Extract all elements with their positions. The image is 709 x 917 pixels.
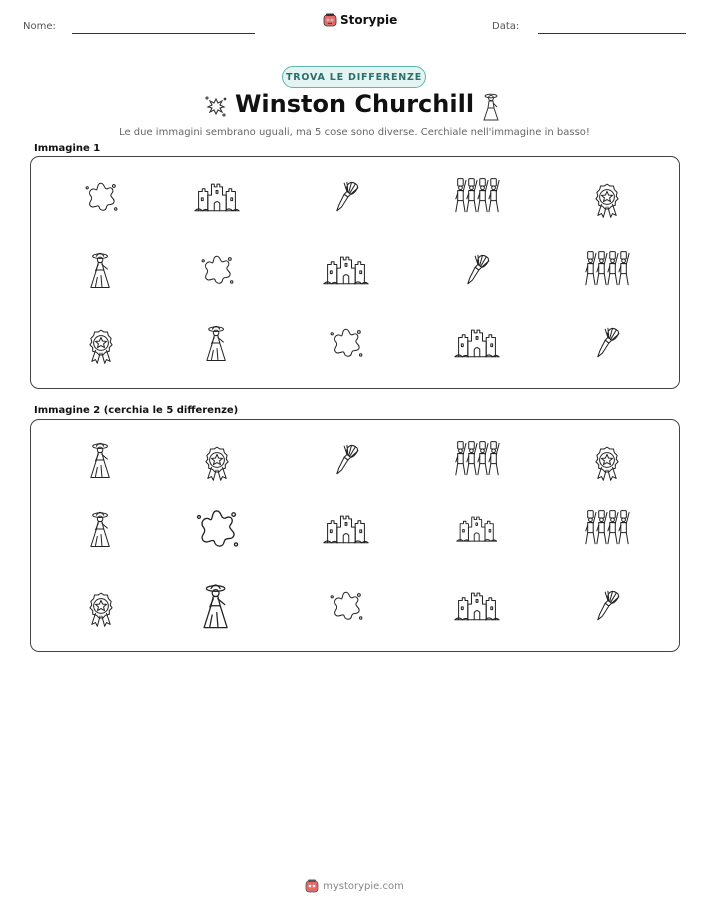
castle-icon[interactable]: [323, 247, 369, 293]
footer: [0, 879, 709, 893]
award-badge-icon[interactable]: [78, 583, 124, 629]
paint-splat-icon[interactable]: [194, 247, 240, 293]
paint-splat-icon[interactable]: [323, 320, 369, 366]
lady-icon[interactable]: [194, 320, 240, 366]
page-title: Winston Churchill: [234, 90, 475, 118]
soldiers-icon[interactable]: [584, 247, 630, 293]
lady-icon[interactable]: [188, 577, 246, 635]
storypie-mascot-icon: [305, 879, 319, 893]
paintbrush-icon[interactable]: [454, 247, 500, 293]
name-label: Nome:: [23, 21, 56, 32]
instructions: Le due immagini sembrano uguali, ma 5 cose sono diverse. Cerchiale nell'immagine in basso!: [119, 127, 590, 138]
lady-icon[interactable]: [78, 247, 124, 293]
brand-logo: [323, 13, 397, 27]
name-line[interactable]: [72, 33, 255, 34]
lady-icon[interactable]: [78, 437, 124, 483]
castle-icon[interactable]: [454, 320, 500, 366]
panel2-label: Immagine 2 (cerchia le 5 differenze): [34, 405, 239, 416]
panel1-label: Immagine 1: [34, 143, 101, 154]
castle-icon[interactable]: [456, 508, 497, 549]
award-badge-icon[interactable]: [78, 320, 124, 366]
paintbrush-icon[interactable]: [584, 320, 630, 366]
soldiers-icon[interactable]: [454, 174, 500, 220]
paint-splat-icon[interactable]: [78, 174, 124, 220]
paintbrush-icon[interactable]: [323, 174, 369, 220]
castle-icon[interactable]: [454, 583, 500, 629]
title-lady-icon: [481, 91, 501, 125]
footer-site: mystorypie.com: [323, 880, 404, 892]
storypie-mascot-icon: [323, 13, 337, 27]
paint-splat-icon[interactable]: [187, 499, 247, 559]
date-line[interactable]: [538, 33, 686, 34]
paintbrush-icon[interactable]: [323, 437, 369, 483]
soldiers-icon[interactable]: [584, 506, 630, 552]
award-badge-icon[interactable]: [194, 437, 240, 483]
castle-icon[interactable]: [323, 506, 369, 552]
worksheet-badge: TROVA LE DIFFERENZE: [282, 66, 426, 88]
date-label: Data:: [492, 21, 520, 32]
soldiers-icon[interactable]: [454, 437, 500, 483]
award-badge-icon[interactable]: [584, 174, 630, 220]
lady-icon[interactable]: [78, 506, 124, 552]
paint-splat-icon[interactable]: [323, 583, 369, 629]
castle-icon[interactable]: [194, 174, 240, 220]
brand-name: Storypie: [340, 13, 398, 27]
award-badge-icon[interactable]: [584, 437, 630, 483]
paintbrush-icon[interactable]: [584, 583, 630, 629]
